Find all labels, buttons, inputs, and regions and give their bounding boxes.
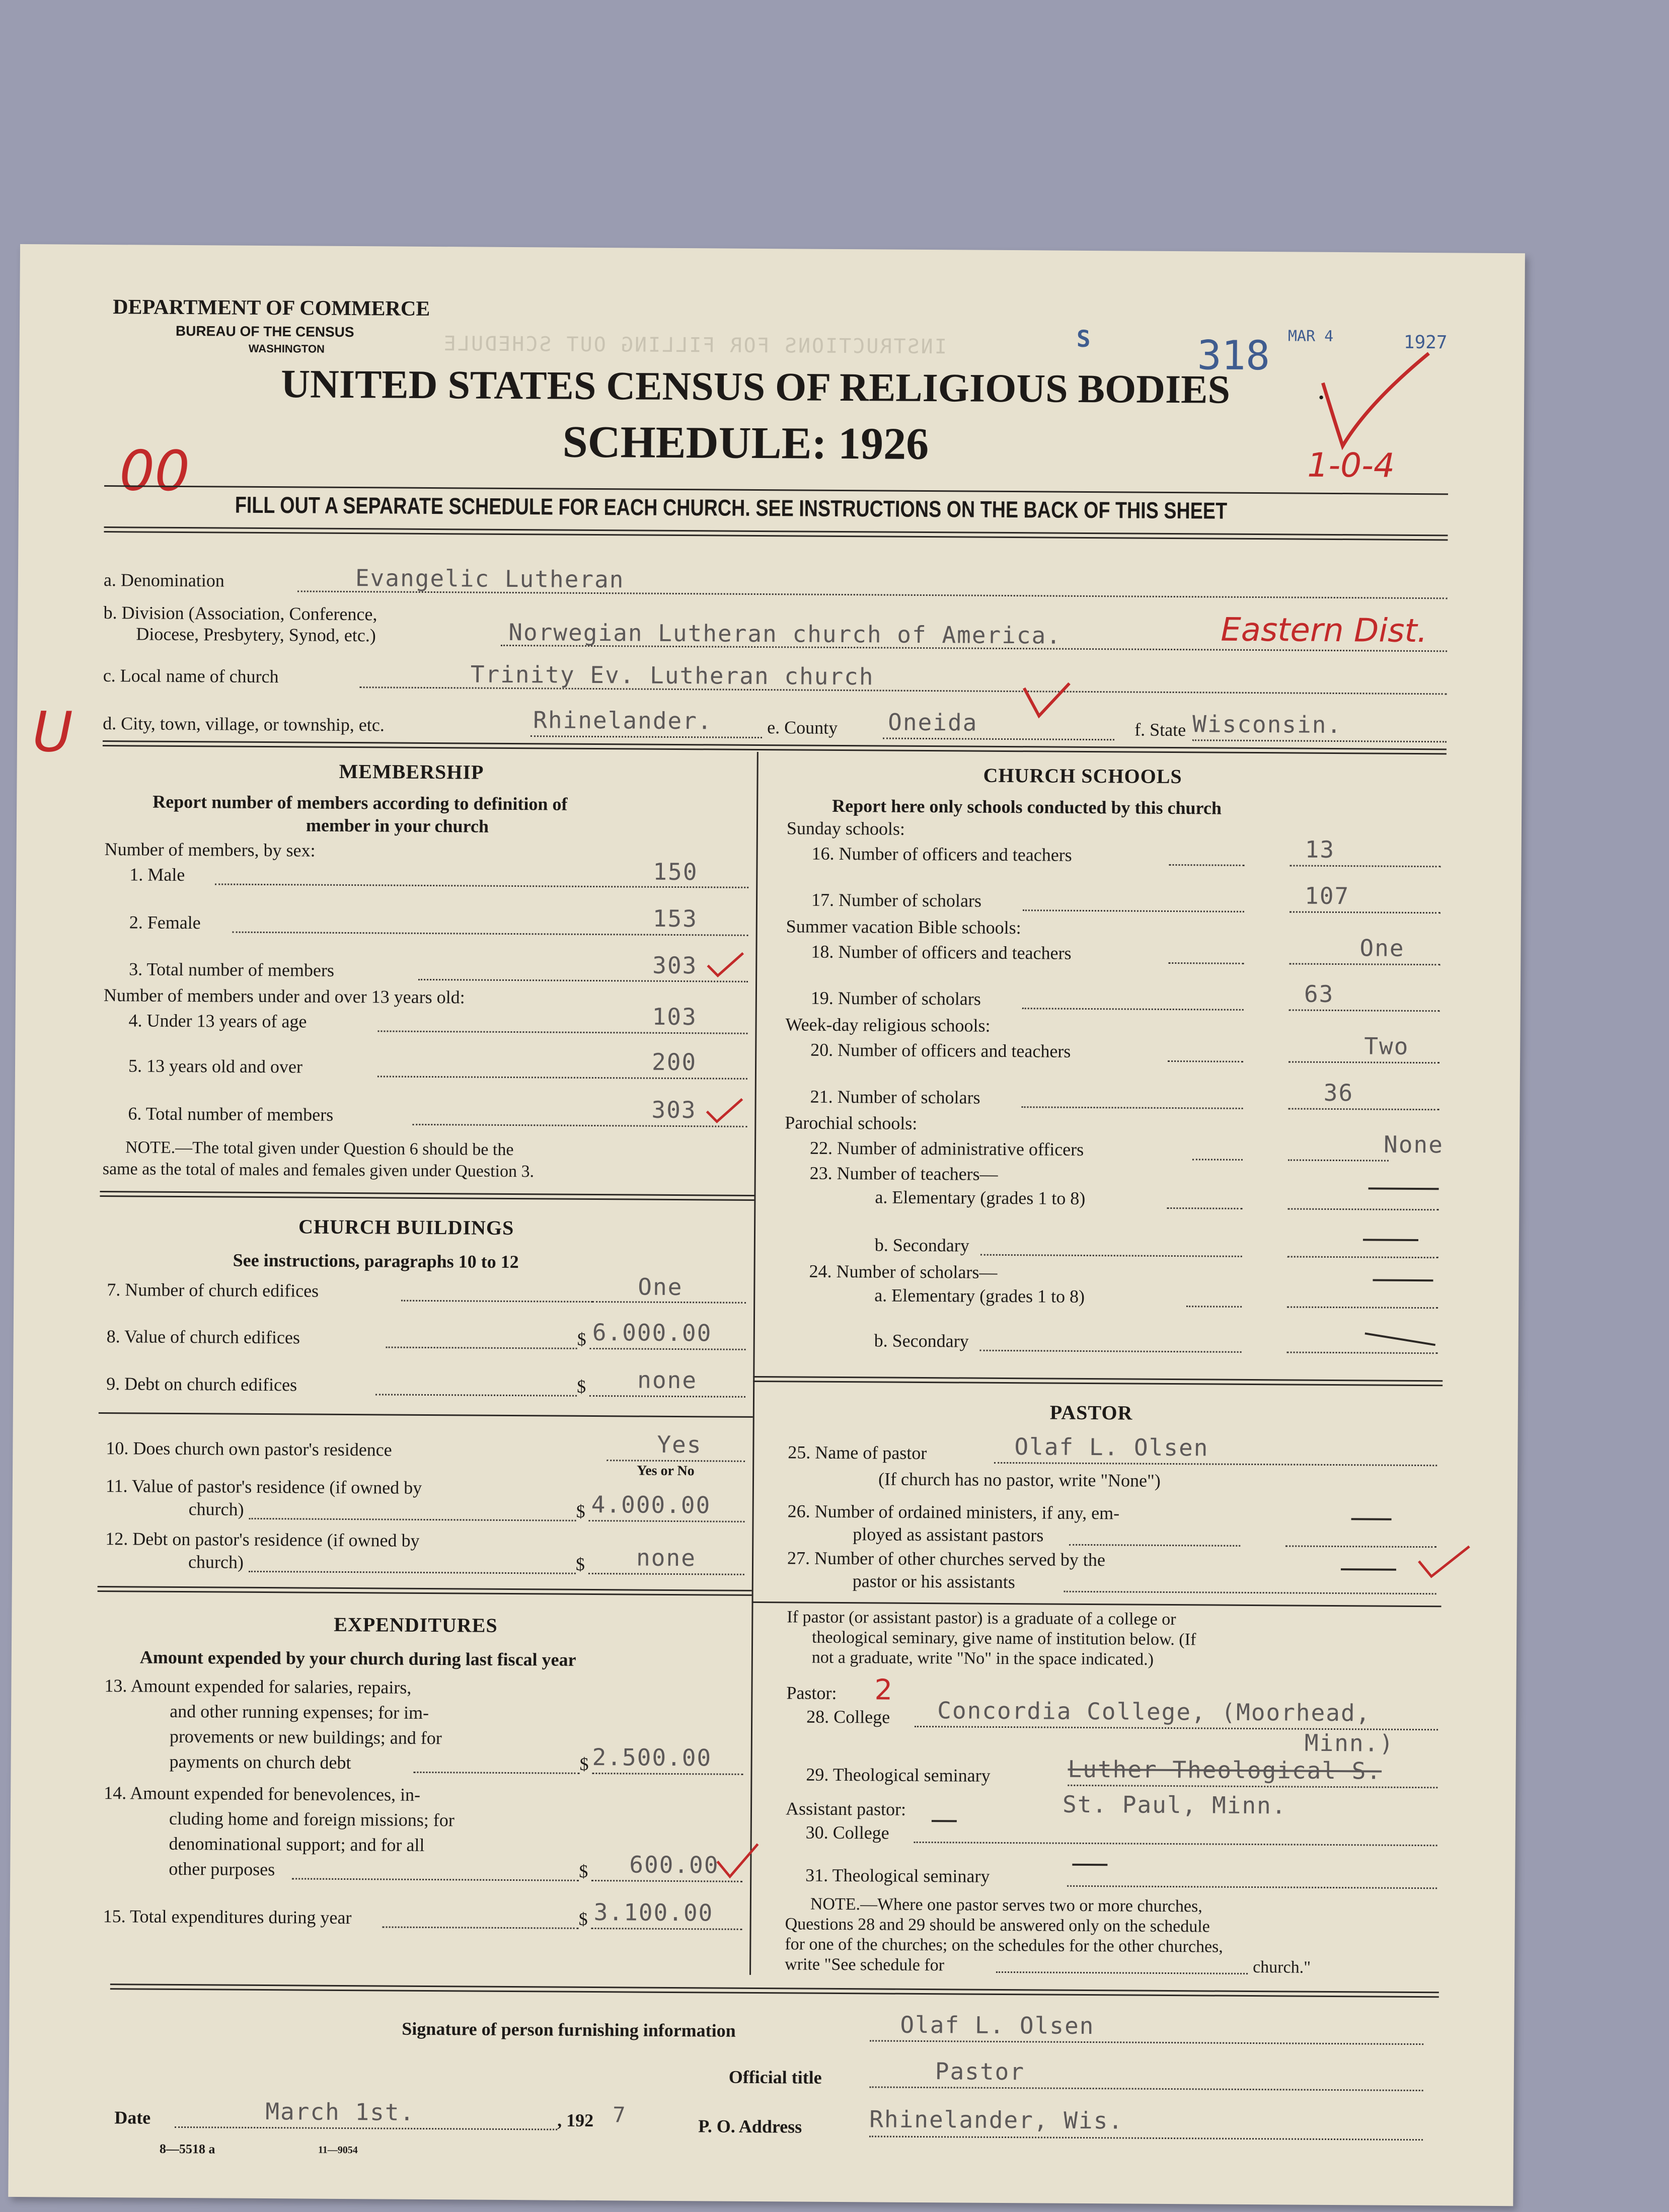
q27-label-line1: 27. Number of other churches served by the [787,1548,1105,1570]
q23b-label: b. Secondary [874,1235,969,1256]
q6-value: 303 [651,1096,697,1124]
q13-label-line1: 13. Amount expended for salaries, repairs, [104,1675,412,1698]
q24a-dash [1373,1279,1433,1281]
q25-line [994,1462,1437,1466]
q2-label: 2. Female [129,912,201,933]
q11-value: 4.000.00 [591,1490,711,1519]
q24a-line [1186,1306,1242,1308]
graduate-note-1: If pastor (or assistant pastor) is a graduate of a college or [787,1608,1176,1629]
q7-label: 7. Number of church edifices [107,1279,319,1301]
q24b-dash [1362,1329,1438,1350]
q5-value: 200 [651,1048,697,1076]
q15-line [383,1926,579,1929]
q16-value: 13 [1305,835,1335,863]
q15-amount-line [591,1928,742,1930]
q23a-label: a. Elementary (grades 1 to 8) [875,1187,1086,1208]
q30-dash [932,1820,957,1822]
date-value: March 1st. [265,2098,415,2126]
q30-label: 30. College [805,1822,889,1843]
q7-value: One [638,1273,683,1301]
city-line [530,735,762,738]
buildings-heading: CHURCH BUILDINGS [298,1215,514,1240]
county-value: Oneida [888,708,978,736]
footer-rule [110,1984,1439,1998]
pastor-note-2: Questions 28 and 29 should be answered only on the schedule [785,1915,1210,1936]
summer-schools-label: Summer vacation Bible schools: [786,916,1021,938]
q14-label-line2: cluding home and foreign missions; for [169,1808,454,1830]
q24b-label: b. Secondary [874,1330,969,1351]
official-title-value: Pastor [935,2057,1025,2086]
q13-value: 2.500.00 [592,1743,712,1772]
q26-dash [1351,1518,1392,1520]
q8-line [386,1346,577,1349]
q15-label: 15. Total expenditures during year [103,1906,352,1928]
q27-dash [1341,1568,1396,1571]
q9-line [375,1394,577,1396]
department-name: DEPARTMENT OF COMMERCE [113,295,430,321]
q4-value: 103 [652,1003,697,1031]
graduate-note-2: theological seminary, give name of institution below. (If [812,1628,1196,1649]
q21-line [1022,1106,1243,1109]
city-label: d. City, town, village, or township, etc. [103,713,385,735]
red-annotation-district: Eastern Dist. [1221,611,1428,650]
po-address-line [869,2135,1423,2141]
q23a-dash [1369,1187,1439,1190]
q17-line [1023,909,1244,912]
q15-value: 3.100.00 [593,1898,714,1927]
q24a-label: a. Elementary (grades 1 to 8) [874,1285,1085,1307]
buildings-mid-rule [99,1412,753,1418]
q13-amount-line [592,1773,743,1775]
division-value: Norwegian Lutheran church of America. [508,618,1062,649]
schools-heading: CHURCH SCHOOLS [983,764,1182,788]
official-title-line [870,2086,1423,2091]
q23b-line [980,1254,1242,1257]
q1-value: 150 [653,858,698,886]
q2-value: 153 [652,904,698,933]
q11-line [249,1518,576,1521]
q9-value: none [637,1366,698,1394]
pastor-note-5: church." [1253,1958,1311,1977]
q8-dollar: $ [577,1329,586,1349]
q21-label: 21. Number of scholars [810,1086,980,1108]
q15-dollar: $ [578,1909,588,1929]
form-title: UNITED STATES CENSUS OF RELIGIOUS BODIES [281,362,1231,412]
schedule-title: SCHEDULE: 1926 [562,417,929,470]
local-name-label: c. Local name of church [103,665,279,687]
q12-label-line1: 12. Debt on pastor's residence (if owned by [105,1529,420,1551]
stamp-letter: S [1076,325,1091,352]
q8-value: 6.000.00 [592,1318,712,1347]
identity-rule [103,740,1447,754]
pastor-sub-label: Pastor: [786,1683,837,1703]
q21-answer-line [1288,1108,1439,1110]
q27-label-line2: pastor or his assistants [852,1571,1015,1592]
q5-label: 5. 13 years old and over [128,1055,303,1077]
buildings-sub: See instructions, paragraphs 10 to 12 [233,1250,519,1272]
pastor-mid-rule [752,1601,1442,1607]
q3-value: 303 [652,951,698,979]
q18-label: 18. Number of officers and teachers [811,941,1072,963]
state-line [1192,739,1447,742]
q31-dash [1072,1864,1107,1866]
q19-value: 63 [1304,980,1334,1008]
q8-amount-line [590,1348,746,1350]
q18-answer-line [1289,963,1440,965]
q22-answer-line [1288,1159,1389,1161]
red-checkmark-icon [715,1841,760,1882]
county-label: e. County [767,717,838,738]
q16-answer-line [1289,865,1440,867]
q29-value-line1: Luther Theological S. [1068,1755,1382,1785]
q9-dollar: $ [577,1376,586,1397]
q24-label: 24. Number of scholars— [809,1261,998,1282]
q28-value-line2: Minn.) [1304,1729,1395,1757]
local-name-value: Trinity Ev. Lutheran church [470,660,874,691]
q23a-answer-line [1287,1208,1438,1210]
q6-label: 6. Total number of members [128,1103,334,1125]
q28-label: 28. College [806,1706,890,1727]
q26-answer-line [1285,1545,1436,1548]
q26-label-line1: 26. Number of ordained ministers, if any, em- [787,1501,1120,1523]
schools-rule [753,1376,1443,1386]
q13-label-line3: provements or new buildings; and for [169,1726,442,1748]
signature-label: Signature of person furnishing information [402,2018,736,2041]
q20-answer-line [1288,1061,1439,1063]
signature-line [870,2040,1423,2045]
division-label-line2: Diocese, Presbytery, Synod, etc.) [136,624,376,646]
red-checkmark-icon [1313,348,1434,454]
division-label-line1: b. Division (Association, Conference, [103,602,377,625]
q1-label: 1. Male [129,864,185,885]
q25-note: (If church has no pastor, write "None") [878,1469,1161,1491]
red-checkmark-icon [1019,678,1075,724]
q20-value: Two [1364,1032,1409,1060]
denomination-label: a. Denomination [103,570,224,591]
q13-line [413,1772,579,1774]
q29-label: 29. Theological seminary [806,1764,991,1786]
q23-label: 23. Number of teachers— [809,1163,998,1184]
state-label: f. State [1134,719,1186,740]
q11-dollar: $ [576,1501,585,1521]
header-rule-bottom [104,526,1448,541]
q11-label-line2: church) [188,1499,244,1519]
state-value: Wisconsin. [1192,710,1342,739]
parochial-schools-label: Parochial schools: [785,1112,918,1133]
q14-value: 600.00 [629,1851,719,1879]
q25-label: 25. Name of pastor [788,1442,927,1464]
graduate-note-3: not a graduate, write "No" in the space indicated.) [811,1648,1154,1669]
q25-value: Olaf L. Olsen [1014,1433,1209,1462]
q19-line [1022,1008,1244,1011]
q10-label: 10. Does church own pastor's residence [106,1438,392,1460]
q24b-answer-line [1287,1351,1438,1354]
q10-value: Yes [657,1430,702,1459]
schools-sub: Report here only schools conducted by this church [832,795,1222,818]
q24a-answer-line [1287,1306,1438,1309]
signature-value: Olaf L. Olsen [900,2011,1095,2040]
q24b-line [980,1350,1242,1353]
q10-line [606,1460,745,1462]
q22-value: None [1383,1130,1444,1159]
q13-label-line2: and other running expenses; for im- [170,1701,429,1723]
stamp-year: 1927 [1403,332,1448,353]
q4-line [377,1030,747,1034]
dot-mark: . [1318,380,1325,404]
official-title-label: Official title [728,2067,822,2088]
q14-label-line3: denominational support; and for all [169,1833,425,1855]
q5-line [377,1076,747,1079]
q31-label: 31. Theological seminary [805,1865,990,1886]
buildings-rule [98,1586,752,1596]
year-prefix: , 192 [557,2110,594,2131]
membership-note-2: same as the total of males and females given under Question 3. [102,1160,535,1181]
q7-line-b [592,1301,746,1304]
red-checkmark-icon [1416,1541,1472,1582]
membership-sub2: member in your church [306,815,489,836]
q31-line [1067,1885,1437,1889]
expenditures-heading: EXPENDITURES [334,1613,498,1637]
pastor-heading: PASTOR [1049,1401,1133,1424]
po-address-value: Rhinelander, Wis. [869,2105,1124,2134]
q13-dollar: $ [579,1753,589,1774]
membership-note-1: NOTE.—The total given under Question 6 should be the [125,1138,514,1160]
red-checkmark-icon [705,950,745,980]
census-schedule-sheet [8,244,1525,2206]
red-annotation-00: 00 [119,438,190,504]
weekday-schools-label: Week-day religious schools: [785,1014,991,1036]
q26-label-line2: ployed as assistant pastors [853,1524,1044,1546]
q8-label: 8. Value of church edifices [106,1326,300,1348]
form-code: 8—5518 a [159,2141,215,2157]
membership-rule [100,1191,754,1201]
q23b-dash [1363,1239,1418,1241]
q16-label: 16. Number of officers and teachers [811,843,1072,865]
yes-no-hint: Yes or No [637,1463,695,1479]
stamp-date: MAR 4 [1287,327,1334,345]
assistant-pastor-label: Assistant pastor: [785,1798,906,1819]
column-divider [749,752,758,1975]
bureau-city: WASHINGTON [248,342,325,355]
q23a-line [1167,1207,1242,1209]
q28-value-line1: Concordia College, (Moorhead, [937,1697,1371,1727]
print-code: 11—9054 [318,2144,358,2156]
q18-value: One [1359,934,1405,962]
q13-label-line4: payments on church debt [169,1751,351,1773]
q14-label-line4: other purposes [169,1858,275,1880]
q12-dollar: $ [575,1554,585,1574]
q9-label: 9. Debt on church edifices [106,1374,297,1395]
q20-line [1168,1060,1243,1062]
q3-line [418,979,748,982]
members-by-sex-label: Number of members, by sex: [104,839,316,861]
sunday-schools-label: Sunday schools: [786,818,905,839]
q14-dollar: $ [579,1861,588,1881]
po-address-label: P. O. Address [698,2116,802,2137]
q17-label: 17. Number of scholars [811,889,982,911]
q12-line [249,1571,576,1574]
members-by-age-label: Number of members under and over 13 years old: [103,985,465,1008]
q12-label-line2: church) [188,1552,244,1572]
q18-line [1168,962,1244,964]
year-digit: 7 [613,2102,627,2127]
q12-amount-line [588,1573,744,1575]
q19-answer-line [1289,1009,1440,1012]
q26-line [1069,1544,1240,1547]
q23b-answer-line [1287,1256,1438,1258]
q30-line [914,1842,1437,1846]
pastor-note-4: write "See schedule for [785,1955,945,1975]
q22-line [1192,1159,1243,1161]
q17-answer-line [1289,911,1440,913]
q27-line [1064,1591,1436,1595]
q12-value: none [636,1544,697,1572]
q29-value-line2: St. Paul, Minn. [1062,1790,1287,1819]
q19-label: 19. Number of scholars [810,987,981,1009]
q14-label-line1: 14. Amount expended for benevolences, in- [104,1783,421,1805]
bureau-name: BUREAU OF THE CENSUS [175,323,354,340]
red-annotation-code: 1-0-4 [1307,445,1395,485]
q21-value: 36 [1323,1079,1354,1107]
denomination-value: Evangelic Lutheran [355,564,625,593]
membership-heading: MEMBERSHIP [339,759,484,784]
q14-line [292,1878,579,1881]
q3-label: 3. Total number of members [129,959,335,980]
q4-label: 4. Under 13 years of age [128,1010,307,1032]
date-line [175,2126,557,2130]
q6-line [412,1124,747,1127]
stamp-number: 318 [1197,332,1270,379]
pastor-note-blank [996,1971,1248,1974]
q20-label: 20. Number of officers and teachers [810,1039,1071,1061]
q29-line [1068,1785,1437,1788]
membership-sub1: Report number of members according to definition of [153,791,568,814]
pastor-note-1: NOTE.—Where one pastor serves two or more churches, [810,1894,1202,1916]
instruction-banner: FILL OUT A SEPARATE SCHEDULE FOR EACH CHURCH. SEE INSTRUCTIONS ON THE BACK OF THIS SHEET [235,491,1228,524]
red-annotation-u: U [32,700,73,765]
q11-label-line1: 11. Value of pastor's residence (if owned by [105,1476,422,1498]
red-checkmark-icon [704,1096,744,1126]
q9-amount-line [589,1395,745,1398]
bleed-through-text: INSTRUCTIONS FOR FILLING OUT SCHEDULE [442,332,947,359]
city-value: Rhinelander. [533,706,713,735]
expenditures-sub: Amount expended by your church during last fiscal year [139,1647,576,1670]
q7-line-a [401,1300,592,1303]
red-annotation-pastor-number: 2 [874,1673,893,1707]
q2-line [233,932,748,936]
q22-label: 22. Number of administrative officers [809,1137,1084,1160]
date-label: Date [114,2107,151,2128]
q16-line [1169,864,1244,866]
county-line [883,737,1114,740]
q11-amount-line [589,1520,745,1522]
pastor-note-3: for one of the churches; on the schedules for the other churches, [785,1935,1223,1956]
q17-value: 107 [1304,882,1350,910]
